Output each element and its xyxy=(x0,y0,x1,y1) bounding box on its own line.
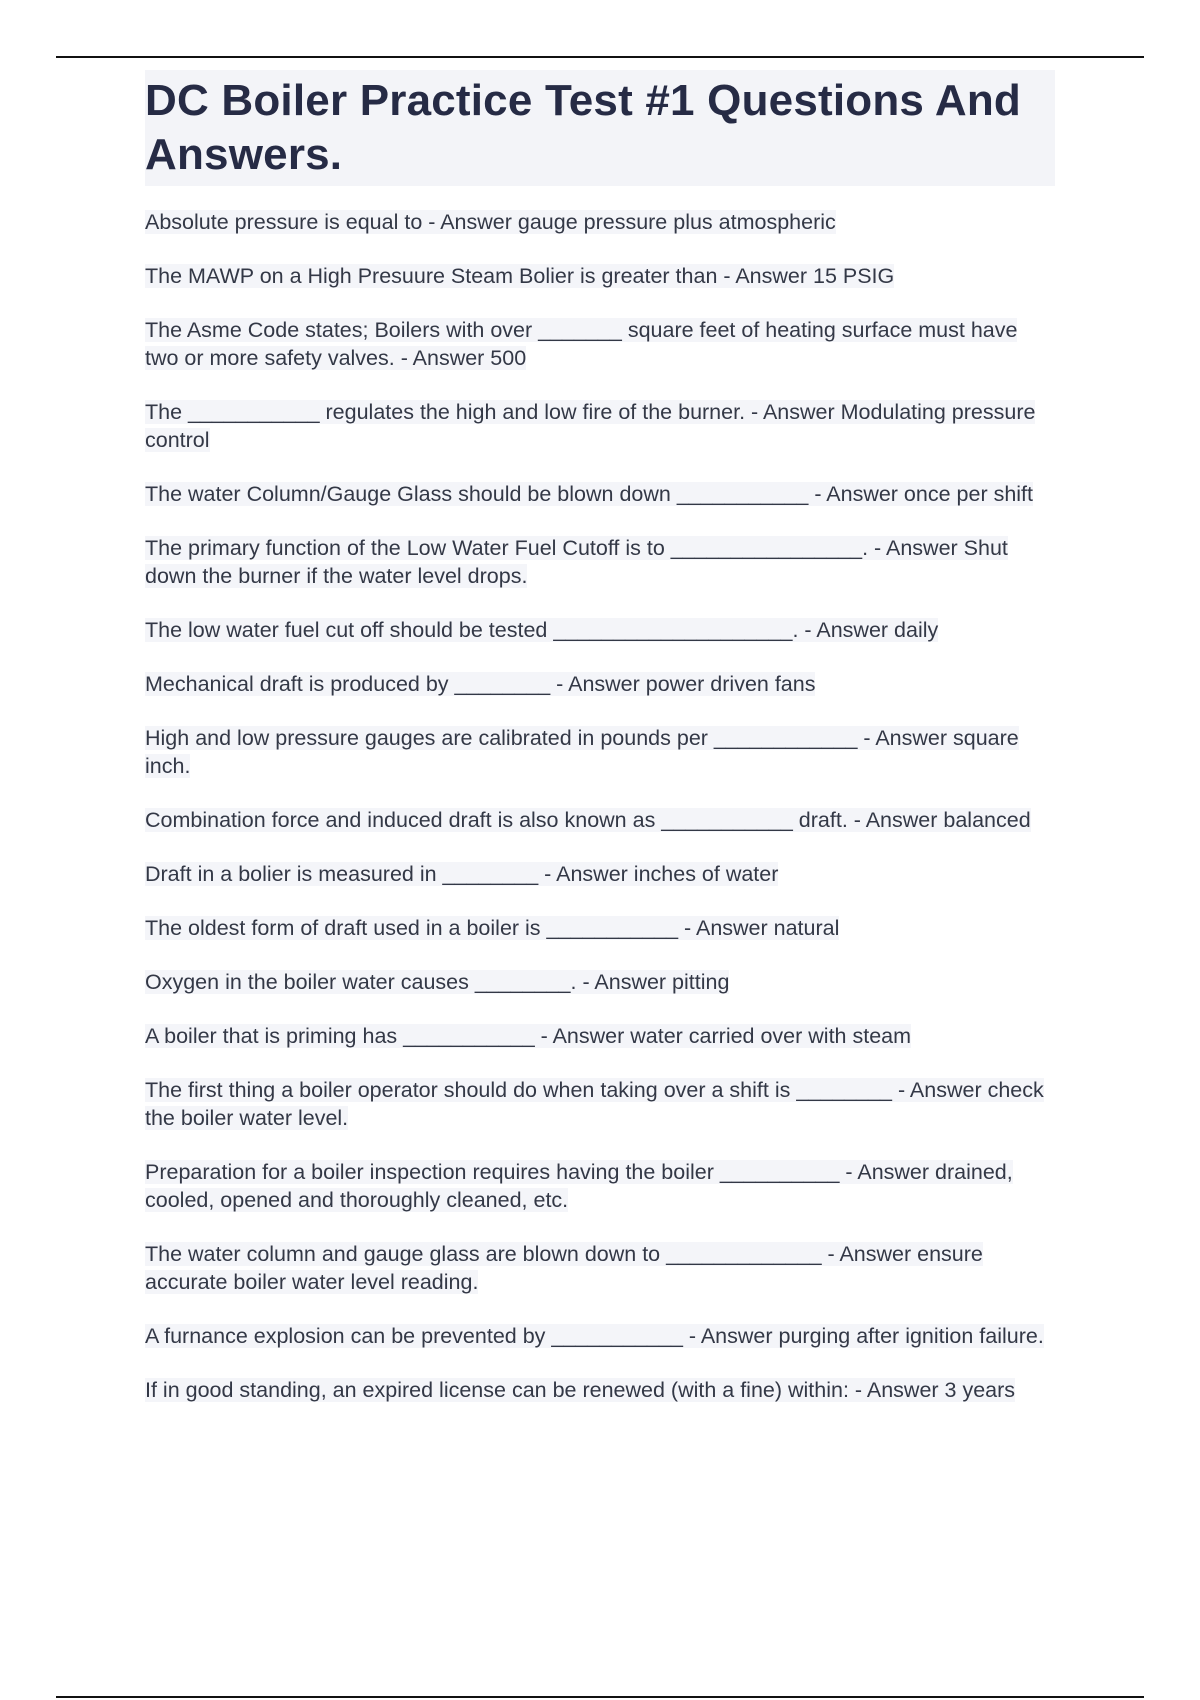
document-body xyxy=(145,70,1055,1430)
qa-item xyxy=(145,1158,1055,1214)
qa-text: Draft in a bolier is measured in ________ - Answer inches of water xyxy=(145,862,779,886)
qa-item xyxy=(145,316,1055,372)
qa-item xyxy=(145,1376,1055,1404)
qa-item xyxy=(145,208,1055,236)
qa-text: The water Column/Gauge Glass should be blown down ___________ - Answer once per shift xyxy=(145,482,1034,506)
qa-text: High and low pressure gauges are calibrated in pounds per ____________ - Answer square inch. xyxy=(145,726,1019,778)
qa-item xyxy=(145,1076,1055,1132)
qa-text: Oxygen in the boiler water causes ________. - Answer pitting xyxy=(145,970,730,994)
qa-item xyxy=(145,480,1055,508)
qa-item xyxy=(145,724,1055,780)
qa-item xyxy=(145,914,1055,942)
qa-item xyxy=(145,968,1055,996)
qa-item xyxy=(145,398,1055,454)
qa-text: If in good standing, an expired license can be renewed (with a fine) within: - Answer 3 years xyxy=(145,1378,1016,1402)
qa-item xyxy=(145,262,1055,290)
qa-list xyxy=(145,208,1055,1404)
qa-text: The Asme Code states; Boilers with over _______ square feet of heating surface must have two or more safety valves. - Answer 500 xyxy=(145,318,1018,370)
qa-text: Absolute pressure is equal to - Answer gauge pressure plus atmospheric xyxy=(145,210,836,234)
qa-item xyxy=(145,1322,1055,1350)
qa-text: The first thing a boiler operator should do when taking over a shift is ________ - Answer check the boiler water level. xyxy=(145,1078,1044,1130)
document-title: DC Boiler Practice Test #1 Questions And Answers. xyxy=(145,76,1022,179)
qa-text: Preparation for a boiler inspection requires having the boiler __________ - Answer drained, cooled, opened and thoroughly cleaned, etc. xyxy=(145,1160,1013,1212)
qa-text: Combination force and induced draft is also known as ___________ draft. - Answer balanced xyxy=(145,808,1031,832)
qa-item xyxy=(145,670,1055,698)
qa-text: The low water fuel cut off should be tested ____________________. - Answer daily xyxy=(145,618,939,642)
qa-text: The ___________ regulates the high and low fire of the burner. - Answer Modulating pressure control xyxy=(145,400,1036,452)
qa-text: A boiler that is priming has ___________ - Answer water carried over with steam xyxy=(145,1024,912,1048)
qa-item xyxy=(145,1240,1055,1296)
qa-item xyxy=(145,860,1055,888)
qa-text: The water column and gauge glass are blown down to _____________ - Answer ensure accurate boiler water level reading. xyxy=(145,1242,983,1294)
qa-text: The oldest form of draft used in a boiler is ___________ - Answer natural xyxy=(145,916,840,940)
qa-text: The primary function of the Low Water Fuel Cutoff is to ________________. - Answer Shut down the burner if the water level drops. xyxy=(145,536,1008,588)
qa-text: Mechanical draft is produced by ________ - Answer power driven fans xyxy=(145,672,816,696)
title-block xyxy=(145,70,1055,186)
qa-text: A furnance explosion can be prevented by ___________ - Answer purging after ignition failure. xyxy=(145,1324,1044,1348)
qa-item xyxy=(145,534,1055,590)
qa-text: The MAWP on a High Presuure Steam Bolier is greater than - Answer 15 PSIG xyxy=(145,264,895,288)
top-rule xyxy=(56,56,1144,58)
qa-item xyxy=(145,616,1055,644)
qa-item xyxy=(145,1022,1055,1050)
qa-item xyxy=(145,806,1055,834)
bottom-rule xyxy=(56,1696,1144,1698)
